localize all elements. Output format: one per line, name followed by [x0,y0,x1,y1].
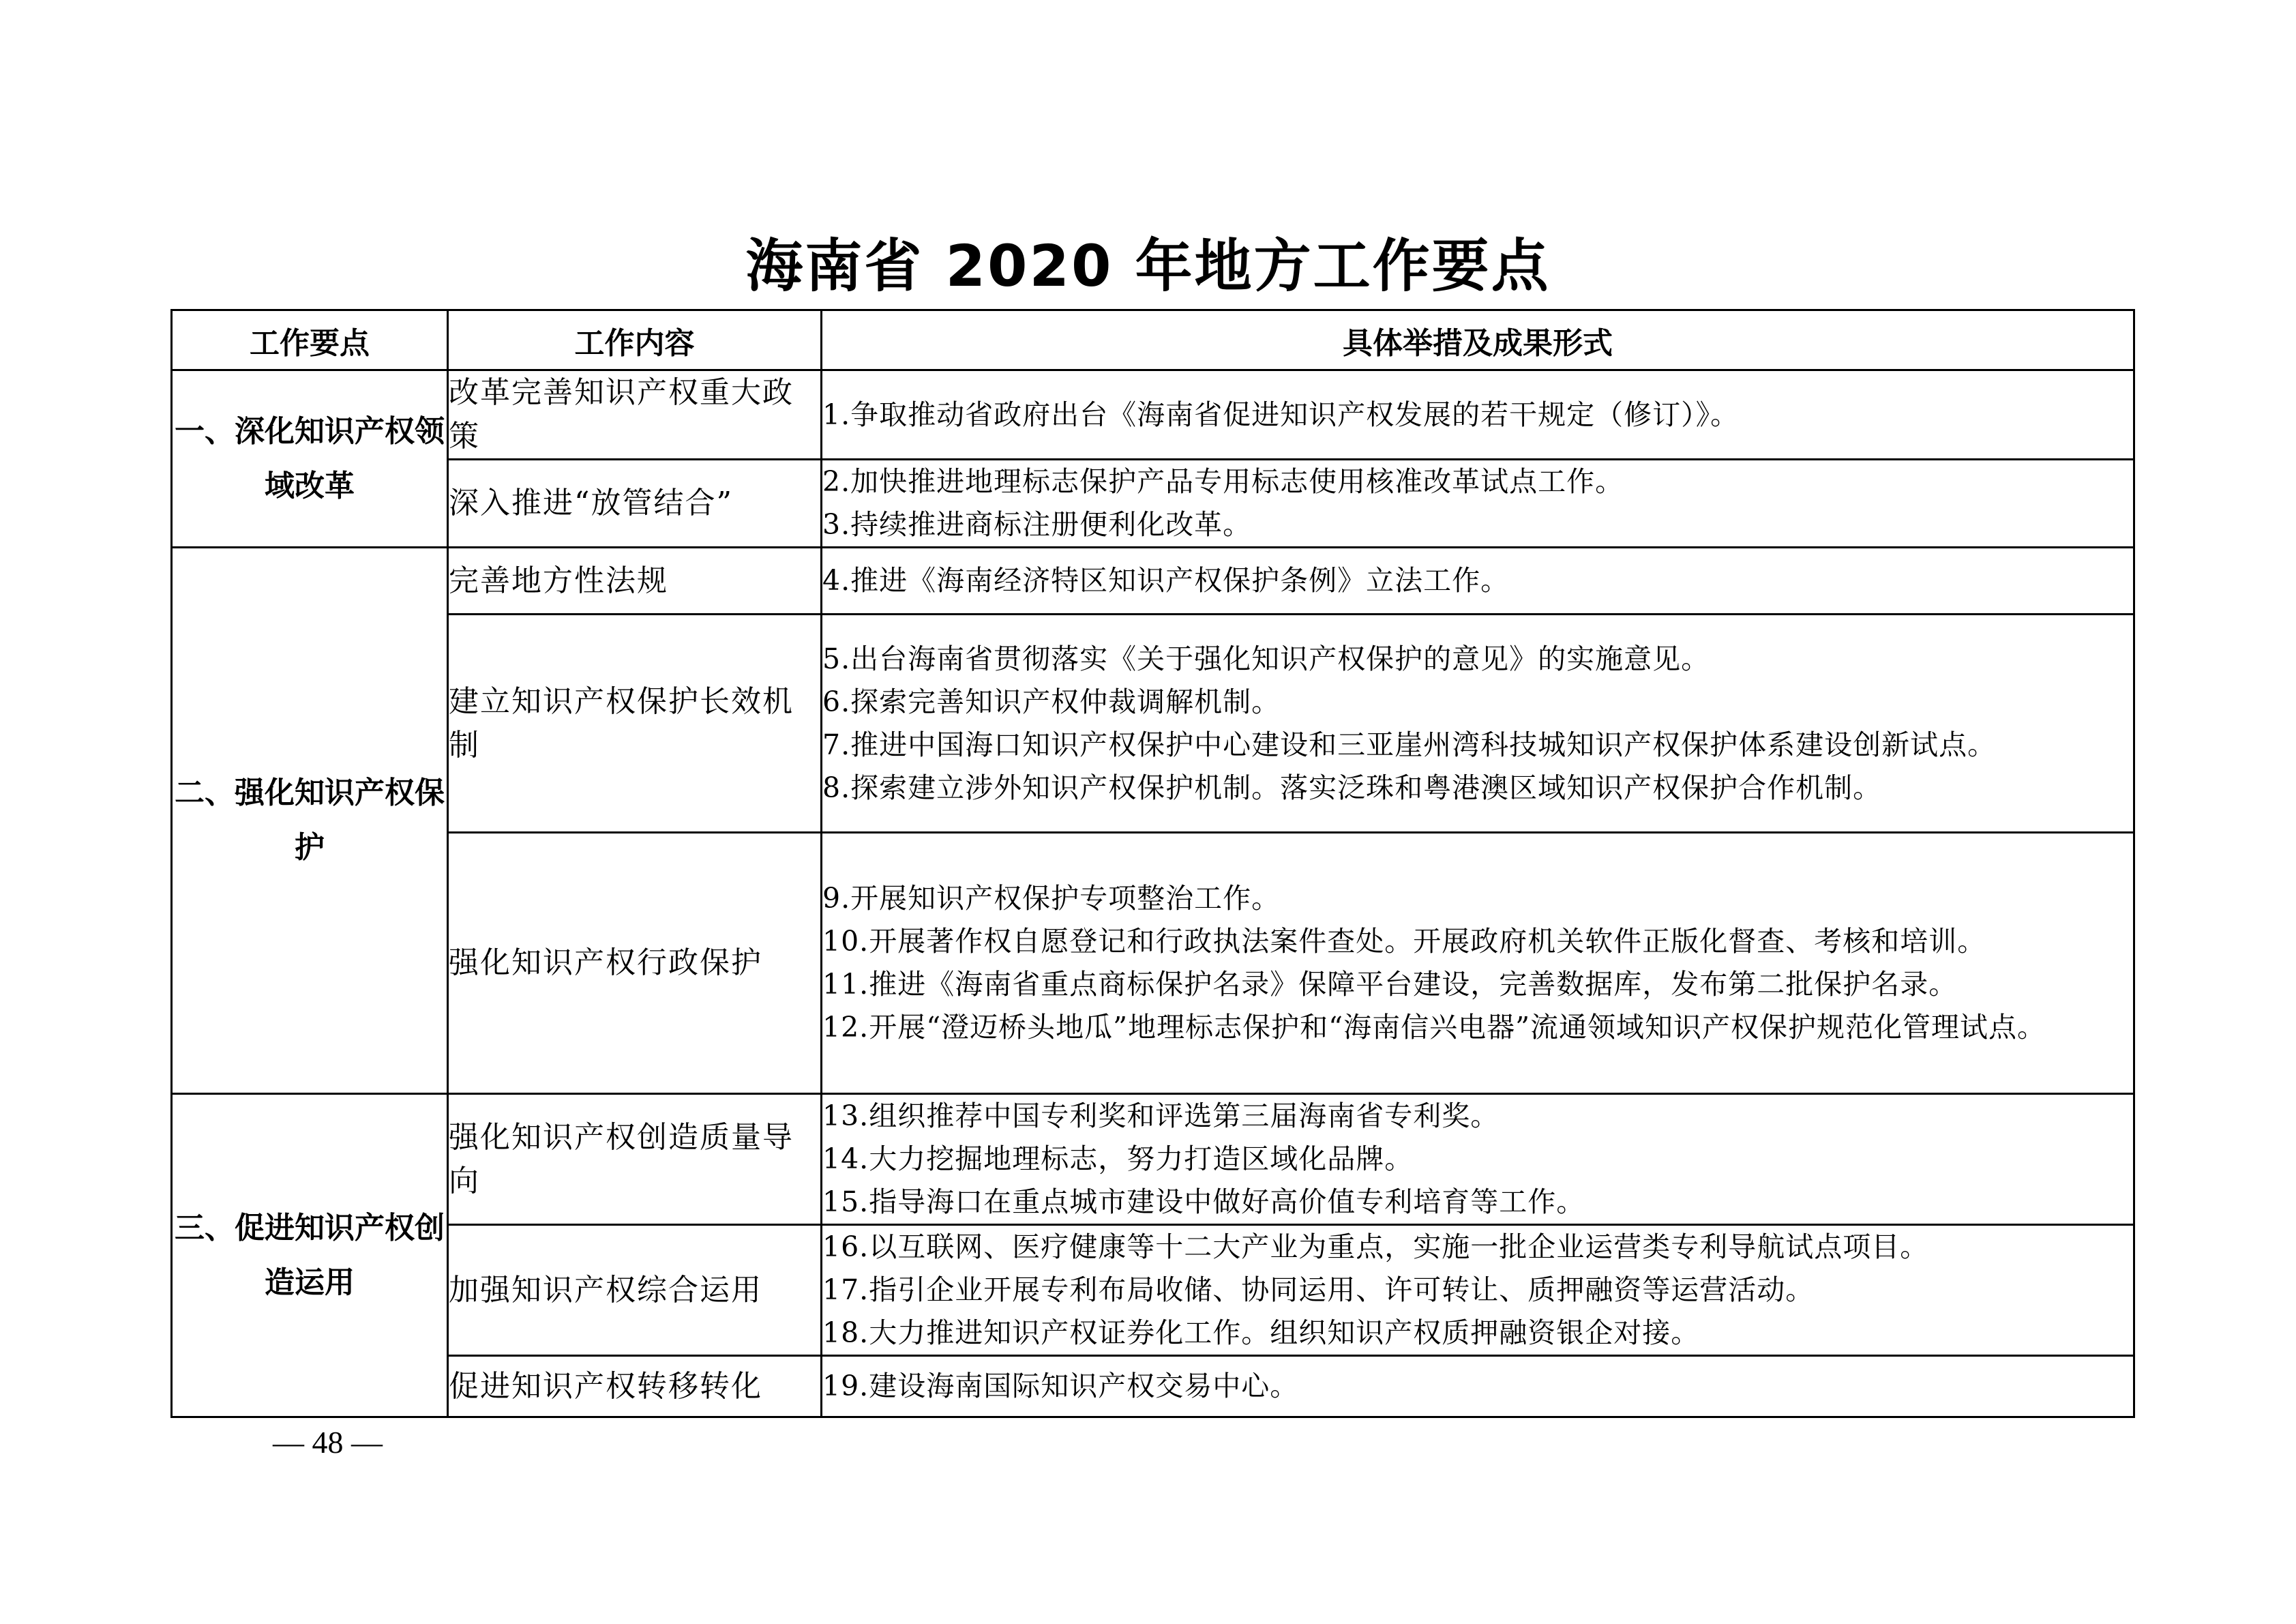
work-content-cell: 改革完善知识产权重大政策 [448,370,822,460]
measures-cell [822,833,2134,1094]
work-content-cell: 强化知识产权创造质量导向 [448,1094,822,1225]
page-number: — 48 — [273,1425,383,1460]
work-content-cell: 建立知识产权保护长效机制 [448,615,822,833]
header-work-content: 工作内容 [448,310,822,370]
table-row [172,460,2134,548]
measures-cell [822,460,2134,548]
table-row [172,548,2134,615]
measures-cell [822,615,2134,833]
table-row [172,833,2134,1094]
page-title: 海南省 2020 年地方工作要点 [745,233,1551,299]
table-row [172,1225,2134,1356]
measure-item: 15.指导海口在重点城市建设中做好高价值专利培育等工作。 [822,1185,1585,1218]
table-header-row [172,310,2134,370]
measures-cell [822,1225,2134,1356]
measures-cell [822,1356,2134,1417]
measure-item: 17.指引企业开展专利布局收储、协同运用、许可转让、质押融资等运营活动。 [822,1273,1815,1306]
work-point-cell: 一、深化知识产权领域改革 [172,370,448,548]
measure-item: 11.推进《海南省重点商标保护名录》保障平台建设，完善数据库，发布第二批保护名录。 [822,968,1958,1001]
work-point-cell: 三、促进知识产权创造运用 [172,1094,448,1417]
measure-item: 3.持续推进商标注册便利化改革。 [822,508,1252,541]
measure-item: 2.加快推进地理标志保护产品专用标志使用核准改革试点工作。 [822,465,1624,498]
measure-item: 1.争取推动省政府出台《海南省促进知识产权发展的若干规定（修订）》。 [822,398,1740,431]
measures-cell [822,548,2134,615]
header-work-point: 工作要点 [172,310,448,370]
measure-item: 8.探索建立涉外知识产权保护机制。落实泛珠和粤港澳区域知识产权保护合作机制。 [822,771,1882,804]
work-content-cell: 促进知识产权转移转化 [448,1356,822,1417]
measure-item: 14.大力挖掘地理标志，努力打造区域化品牌。 [822,1142,1414,1175]
measures-cell [822,370,2134,460]
measure-item: 7.推进中国海口知识产权保护中心建设和三亚崖州湾科技城知识产权保护体系建设创新试点。 [822,728,1997,761]
measure-item: 5.出台海南省贯彻落实《关于强化知识产权保护的意见》的实施意见。 [822,642,1710,675]
measures-cell [822,1094,2134,1225]
work-content-cell: 强化知识产权行政保护 [448,833,822,1094]
measure-item: 6.探索完善知识产权仲裁调解机制。 [822,685,1281,718]
table-row [172,1094,2134,1225]
measure-item: 9.开展知识产权保护专项整治工作。 [822,882,1281,915]
work-content-cell: 加强知识产权综合运用 [448,1225,822,1356]
work-content-cell: 完善地方性法规 [448,548,822,615]
table-row [172,370,2134,460]
measure-item: 10.开展著作权自愿登记和行政执法案件查处。开展政府机关软件正版化督查、考核和培训。 [822,925,1986,958]
table-row [172,1356,2134,1417]
table-row [172,615,2134,833]
measure-item: 13.组织推荐中国专利奖和评选第三届海南省专利奖。 [822,1099,1500,1132]
header-measures: 具体举措及成果形式 [822,310,2134,370]
work-points-table [170,309,2135,1418]
work-point-cell: 二、强化知识产权保护 [172,548,448,1094]
measure-item: 12.开展“澄迈桥头地瓜”地理标志保护和“海南信兴电器”流通领域知识产权保护规范化管理试点。 [822,1011,2046,1044]
measure-item: 4.推进《海南经济特区知识产权保护条例》立法工作。 [822,564,1510,597]
work-content-cell: 深入推进“放管结合” [448,460,822,548]
measure-item: 16.以互联网、医疗健康等十二大产业为重点，实施一批企业运营类专利导航试点项目。 [822,1230,1929,1263]
measure-item: 18.大力推进知识产权证券化工作。组织知识产权质押融资银企对接。 [822,1316,1700,1349]
measure-item: 19.建设海南国际知识产权交易中心。 [822,1370,1299,1402]
